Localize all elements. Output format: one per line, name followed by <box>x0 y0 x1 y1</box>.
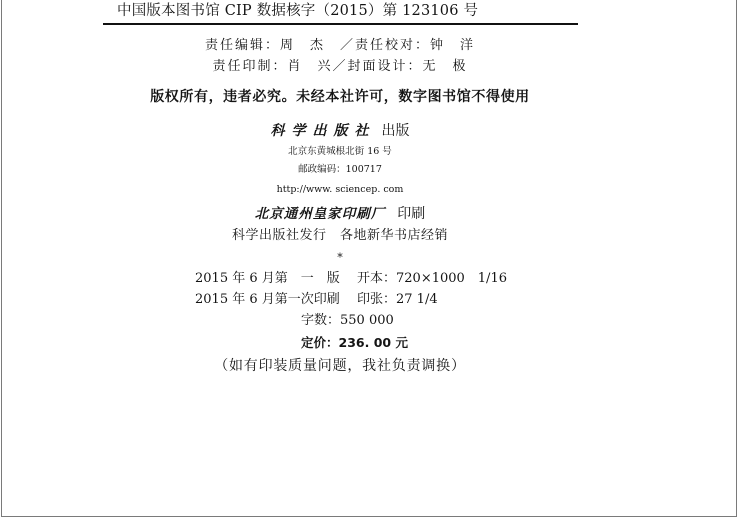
publisher-address: 北京东黄城根北街 16 号 <box>288 146 392 157</box>
credits-line-editors: 责任编辑：周 杰 ／责任校对：钟 洋 <box>204 38 475 53</box>
first-printing: 2015 年 6 月第一次印刷 <box>195 292 340 307</box>
first-edition: 2015 年 6 月第 一 版 <box>195 271 340 286</box>
header-rule <box>103 23 578 25</box>
return-note: （如有印装质量问题，我社负责调换） <box>214 358 466 374</box>
printed-sheets: 印张：27 1/4 <box>357 292 438 307</box>
printer-name: 北京通州皇家印刷厂 <box>254 206 386 222</box>
book-format: 开本：720×1000 1/16 <box>357 271 507 286</box>
credits-line-printing-design: 责任印制：肖 兴／封面设计：无 极 <box>212 59 468 74</box>
cip-header: 中国版本图书馆 CIP 数据核字（2015）第 123106 号 <box>117 3 479 19</box>
word-count: 字数：550 000 <box>301 313 394 328</box>
separator-star: * <box>337 251 343 264</box>
price: 定价：236. 00 元 <box>301 335 408 350</box>
publisher-action: 出版 <box>381 123 410 139</box>
printer-line <box>140 205 540 222</box>
publisher-name: 科学出版社 <box>270 123 376 139</box>
publisher-line <box>140 122 540 139</box>
printer-action: 印刷 <box>397 206 426 222</box>
publisher-postcode: 邮政编码：100717 <box>298 164 382 175</box>
publisher-website: http://www. sciencep. com <box>276 184 404 195</box>
copyright-notice: 版权所有，违者必究。未经本社许可，数字图书馆不得使用 <box>150 89 530 105</box>
distribution-line: 科学出版社发行 各地新华书店经销 <box>231 228 448 243</box>
edition-row-2 <box>195 292 495 307</box>
edition-row-1 <box>195 271 507 286</box>
